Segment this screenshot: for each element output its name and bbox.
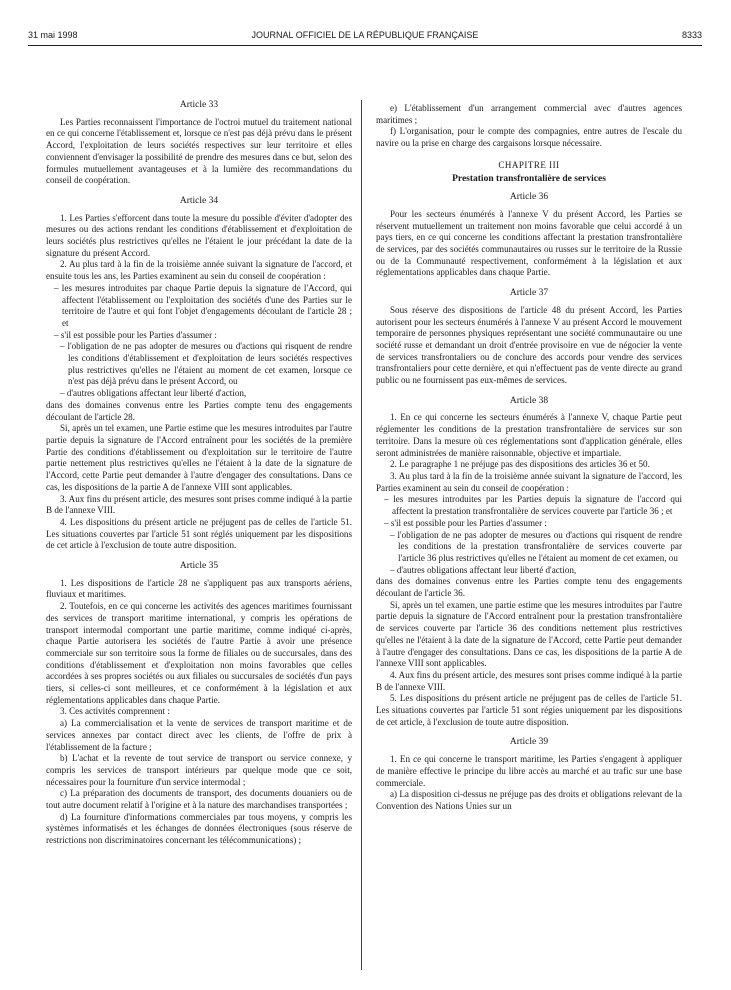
- article-34-paragraph-4: 3. Aux fins du présent article, des mesures sont prises comme indiqué à la partie B de l'annexe VIII.: [46, 493, 352, 516]
- article-33-title: Article 33: [179, 100, 219, 110]
- article-38-sublist: [384, 530, 682, 577]
- article-35-item-e: e) L'établissement d'un arrangement commercial avec d'autres agences maritimes ;: [376, 103, 682, 125]
- article-38-paragraph-2: 2. Le paragraphe 1 ne préjuge pas des dispositions des articles 36 et 50.: [390, 459, 650, 470]
- article-39-paragraph-1: 1. En ce qui concerne le transport maritime, les Parties s'engagent à appliquer de manière effective le principe du libre accès au marché et au trafic sur une base commerciale.: [376, 754, 682, 788]
- journal-title: JOURNAL OFFICIEL DE LA RÉPUBLIQUE FRANÇAISE: [251, 30, 479, 40]
- article-38-title: Article 38: [509, 395, 549, 406]
- article-36-title: Article 36: [509, 192, 549, 203]
- article-34-list: [46, 283, 352, 400]
- article-38-list-item-2: – s'il est possible pour les Parties d'assumer :: [384, 517, 547, 528]
- left-column: [46, 100, 352, 847]
- publication-date: 31 mai 1998: [28, 30, 78, 40]
- article-34-continuation: dans des domaines convenus entre les Parties compte tenu des engagements découlant de l'article 28.: [46, 399, 352, 422]
- article-35-paragraph-1: 1. Les dispositions de l'article 28 ne s'appliquent pas aux transports aériens, fluviaux et maritimes.: [46, 577, 352, 600]
- right-column: [376, 103, 682, 813]
- article-34-paragraph-5: 4. Les dispositions du présent article ne préjugent pas de celles de l'article 51. Les situations couvertes par l'article 51 sont réglés uniquement par les dispositions de cet article à l'exclusion de toute autre disposition.: [46, 516, 352, 551]
- article-38-paragraph-6: 5. Les dispositions du présent article ne préjugent pas de celles de l'article 51. Les situations couvertes par l'article 51 sont régies uniquement par les dispositions de cet article, à l'exclusion de toute autre disposition.: [376, 693, 682, 727]
- article-39-title: Article 39: [509, 737, 549, 748]
- article-35-paragraph-2: 2. Toutefois, en ce qui concerne les activités des agences maritimes fournissant des services de transport maritime international, y compris les opérations de transport intermodal comportant une partie maritime, comme indiqué ci-après, chaque Partie autorisera les sociétés de l'autre Partie à avoir une présence commerciale sur son territoire sous la forme de filiales ou de succursales, dans des conditions d'établissement et d'exploitation non moins favorables que celles accordées à ses propres sociétés ou aux filiales ou succursales de sociétés d'un pays tiers, si celles-ci sont meilleures, et ce conformément à la législation et aux réglementations applicables dans chaque Partie.: [46, 601, 352, 705]
- article-38-paragraph-4: Si, après un tel examen, une partie estime que les mesures introduites par l'autre partie depuis la signature de l'Accord entraînent pour la prestation transfrontalière de services couverte par l'article 36 des conditions nettement plus restrictives qu'elles ne l'étaient à la date de la signature de l'Accord, cette Partie peut demander à l'autre d'engager des consultations. Dans ce cas, les dispositions de la partie A de l'annexe VIII sont applicables.: [376, 599, 682, 669]
- article-35-item-c: c) La préparation des documents de transport, des documents douaniers ou de tout autre document relatif à l'origine et à la nature des marchandises transportées ;: [46, 788, 352, 811]
- header-rule: [28, 45, 702, 46]
- article-38-list-item-1: – les mesures introduites par les Parties depuis la signature de l'accord qui affectent la prestation transfrontalière de services couverte par l'article 36 ; et: [384, 494, 682, 517]
- chapter-label: CHAPITRE III: [498, 159, 560, 170]
- article-35-item-a: a) La commercialisation et la vente de services de transport maritime et de services annexes par contact direct avec les clients, de l'offre de prix à l'établissement de la facture ;: [46, 718, 352, 752]
- article-39-item-a: a) La disposition ci-dessus ne préjuge pas des droits et obligations relevant de la Convention des Nations Unies sur un: [376, 789, 682, 811]
- article-35-item-b: b) L'achat et la revente de tout service de transport ou service connexe, y compris les services de transport intérieurs par quelque mode que ce soit, nécessaires pour la fourniture d'un service intermodal ;: [46, 753, 352, 787]
- article-34-subitem-2: – d'autres obligations affectant leur liberté d'action,: [60, 388, 247, 399]
- article-34-paragraph-3: Si, après un tel examen, une Partie estime que les mesures introduites par l'autre partie depuis la signature de l'Accord entraînent pour les sociétés de la première Partie des conditions d'établissement ou d'exploitation sur le territoire de l'autre partie nettement plus restrictives qu'elles ne l'étaient à la date de la signature de l'Accord, cette Partie peut demander à l'autre d'engager des consultations. Dans ce cas, les dispositions de la partie A de l'annexe VIII sont applicables.: [46, 423, 352, 492]
- article-35-item-f: f) L'organisation, pour le compte des compagnies, entre autres de l'escale du navire ou la prise en charge des cargaisons lorsque nécessaire.: [376, 126, 682, 149]
- article-38-paragraph-5: 4. Aux fins du présent article, des mesures sont prises comme indiqué à la partie B de l'annexe VIII.: [376, 669, 682, 692]
- chapter-title: Prestation transfrontalière de services: [452, 173, 606, 184]
- article-38-paragraph-1: 1. En ce qui concerne les secteurs énumérés à l'annexe V, chaque Partie peut réglementer les conditions de la prestation transfrontalière de services sur son territoire. Dans la mesure où ces réglementations sont d'application générale, elles seront administrées de manière raisonnable, objective et impartiale.: [376, 412, 682, 458]
- article-37-title: Article 37: [509, 288, 549, 299]
- article-35-paragraph-3: 3. Ces activités comprennent :: [60, 706, 170, 717]
- article-34-title: Article 34: [179, 195, 219, 206]
- article-38-subitem-2: – d'autres obligations affectant leur liberté d'action,: [390, 564, 577, 575]
- article-38-subitem-1: – l'obligation de ne pas adopter de mesures ou d'actions qui risquent de rendre les conditions de la prestation transfrontalière de services couverte par l'article 36 plus restrictives qu'elles ne l'étaient au moment de cet examen, ou: [390, 529, 682, 563]
- article-35-item-d: d) La fourniture d'informations commerciales par tous moyens, y compris les systèmes informatisés et les échanges de données électroniques (sous réserve de restrictions non discriminatoires concernant les télécommunications) ;: [46, 811, 352, 846]
- page-number: 8333: [681, 30, 702, 40]
- article-38-paragraph-3: 3. Au plus tard à la fin de la troisième année suivant la signature de l'accord, les Parties examinent au sein du conseil de coopération :: [376, 470, 682, 493]
- article-33-paragraph: Les Parties reconnaissent l'importance de l'octroi mutuel du traitement national en ce qui concerne l'établissement et, lorsque ce n'est pas déjà prévu dans le présent Accord, l'exploitation de leurs sociétés respectives sur leur territoire et elles conviennent d'envisager la possibilité de prendre des mesures dans ce but, selon des formules mutuellement avantageuses et à la lumière des recommandations du conseil de coopération.: [46, 116, 352, 186]
- article-34-list-item-1: – les mesures introduites par chaque Partie depuis la signature de l'Accord, qui affectent l'établissement ou l'exploitation des sociétés d'une des Parties sur le territoire de l'autre et qui font l'objet d'engagements découlant de l'article 28 ; et: [54, 282, 352, 328]
- article-35-title: Article 35: [179, 561, 219, 572]
- article-36-paragraph: Pour les secteurs énumérés à l'annexe V du présent Accord, les Parties se réservent mutuellement un traitement non moins favorable que celui accordé à un pays tiers, en ce qui concerne les conditions affectant la prestation transfrontalière de services, par des sociétés communautaires ou russes sur le territoire de la Russie ou de la Communauté respectivement, conformément à la législation et aux réglementations applicables dans chaque Partie.: [376, 208, 682, 278]
- article-34-paragraph-2: 2. Au plus tard à la fin de la troisième année suivant la signature de l'accord, et ensuite tous les ans, les Parties examinent au sein du conseil de coopération :: [46, 259, 352, 282]
- article-34-subitem-1: – l'obligation de ne pas adopter de mesures ou d'actions qui risquent de rendre les conditions d'établissement et d'exploitation de leurs sociétés respectives plus restrictives qu'elles ne l'étaient au moment de cet examen, lorsque ce n'est pas déjà prévu dans le présent Accord, ou: [60, 341, 352, 387]
- article-38-continuation: dans des domaines convenus entre les Parties compte tenu des engagements découlant de l'article 36.: [376, 576, 682, 599]
- article-38-list: [376, 494, 682, 576]
- article-34-list-item-2: – s'il est possible pour les Parties d'assumer :: [54, 329, 217, 340]
- page-header: [28, 30, 702, 42]
- article-34-paragraph-1: 1. Les Parties s'efforcent dans toute la mesure du possible d'éviter d'adopter des mesures ou des actions rendant les conditions d'établissement et d'exploitation de leurs sociétés plus restrictives qu'elles ne l'étaient le jour précédant la date de la signature du présent Accord.: [46, 212, 352, 258]
- article-34-sublist: [54, 341, 352, 400]
- column-divider: [361, 100, 362, 970]
- article-37-paragraph: Sous réserve des dispositions de l'article 48 du présent Accord, les Parties autorisent pour les secteurs énumérés à l'annexe V au présent Accord le mouvement temporaire de personnes physiques représentant une société communautaire ou une société russe et demandant un droit d'entrée provisoire en vue de négocier la vente de services transfrontaliers ou de conclure des accords pour vendre des services transfrontaliers pour cette dernière, et qui n'effectuent pas de vente directe au grand public ou ne fournissent pas eux-mêmes de services.: [376, 304, 682, 386]
